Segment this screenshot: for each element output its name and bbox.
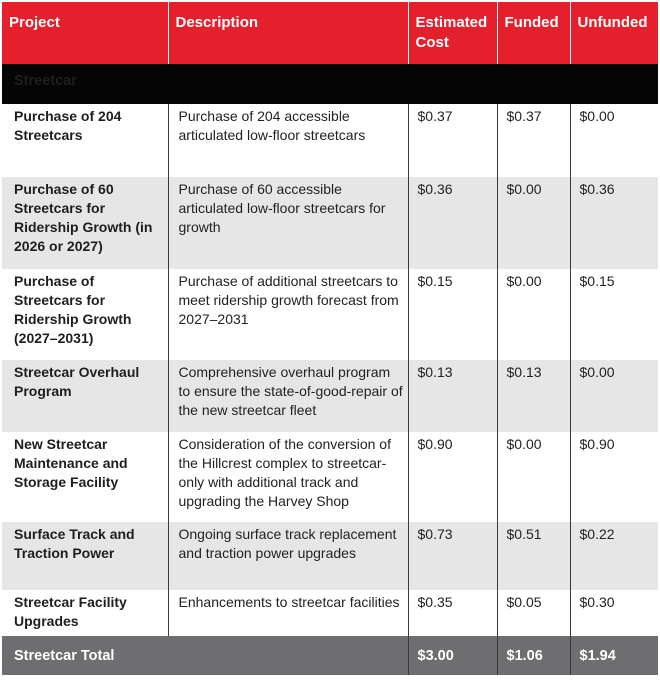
row-estimated-cost: $0.73 <box>408 522 497 590</box>
table-row <box>2 432 658 522</box>
row-unfunded: $0.30 <box>570 590 658 636</box>
row-estimated-cost: $0.90 <box>408 432 497 522</box>
row-unfunded: $0.15 <box>570 269 658 360</box>
table-row <box>2 177 658 269</box>
row-estimated-cost: $0.15 <box>408 269 497 360</box>
row-description: Purchase of 204 accessible articulated low-floor streetcars <box>168 104 408 177</box>
row-description: Enhancements to streetcar facilities <box>168 590 408 636</box>
row-project: Purchase of Streetcars for Ridership Growth (2027–2031) <box>2 269 168 360</box>
table-row <box>2 104 658 177</box>
row-estimated-cost: $0.36 <box>408 177 497 269</box>
row-description: Purchase of 60 accessible articulated low-floor streetcars for growth <box>168 177 408 269</box>
row-funded: $0.00 <box>497 177 570 269</box>
row-funded: $0.37 <box>497 104 570 177</box>
row-unfunded: $0.22 <box>570 522 658 590</box>
table-row <box>2 522 658 590</box>
row-unfunded: $0.36 <box>570 177 658 269</box>
total-estimated-cost: $3.00 <box>408 636 497 675</box>
row-description: Comprehensive overhaul program to ensure the state-of-good-repair of the new streetcar fleet <box>168 360 408 432</box>
header-row <box>2 2 658 64</box>
header-funded: Funded <box>497 2 570 64</box>
table-row <box>2 360 658 432</box>
row-unfunded: $0.00 <box>570 104 658 177</box>
row-funded: $0.00 <box>497 432 570 522</box>
row-estimated-cost: $0.13 <box>408 360 497 432</box>
header-description: Description <box>168 2 408 64</box>
section-row <box>2 64 658 104</box>
table-row <box>2 590 658 636</box>
row-description: Purchase of additional streetcars to meet ridership growth forecast from 2027–2031 <box>168 269 408 360</box>
header-project: Project <box>2 2 168 64</box>
row-project: Streetcar Facility Upgrades <box>2 590 168 636</box>
row-project: New Streetcar Maintenance and Storage Facility <box>2 432 168 522</box>
header-unfunded: Unfunded <box>570 2 658 64</box>
row-description: Consideration of the conversion of the Hillcrest complex to streetcar-only with additional track and upgrading the Harvey Shop <box>168 432 408 522</box>
streetcar-cost-table <box>2 2 658 675</box>
total-unfunded: $1.94 <box>570 636 658 675</box>
row-estimated-cost: $0.35 <box>408 590 497 636</box>
row-funded: $0.13 <box>497 360 570 432</box>
total-row <box>2 636 658 675</box>
header-estimated-cost: Estimated Cost <box>408 2 497 64</box>
row-unfunded: $0.00 <box>570 360 658 432</box>
row-funded: $0.51 <box>497 522 570 590</box>
total-funded: $1.06 <box>497 636 570 675</box>
row-estimated-cost: $0.37 <box>408 104 497 177</box>
row-project: Streetcar Overhaul Program <box>2 360 168 432</box>
row-funded: $0.00 <box>497 269 570 360</box>
row-description: Ongoing surface track replacement and traction power upgrades <box>168 522 408 590</box>
row-funded: $0.05 <box>497 590 570 636</box>
row-project: Purchase of 204 Streetcars <box>2 104 168 177</box>
row-project: Purchase of 60 Streetcars for Ridership Growth (in 2026 or 2027) <box>2 177 168 269</box>
section-title: Streetcar <box>2 64 658 104</box>
total-label: Streetcar Total <box>2 636 408 675</box>
row-unfunded: $0.90 <box>570 432 658 522</box>
row-project: Surface Track and Traction Power <box>2 522 168 590</box>
table-row <box>2 269 658 360</box>
